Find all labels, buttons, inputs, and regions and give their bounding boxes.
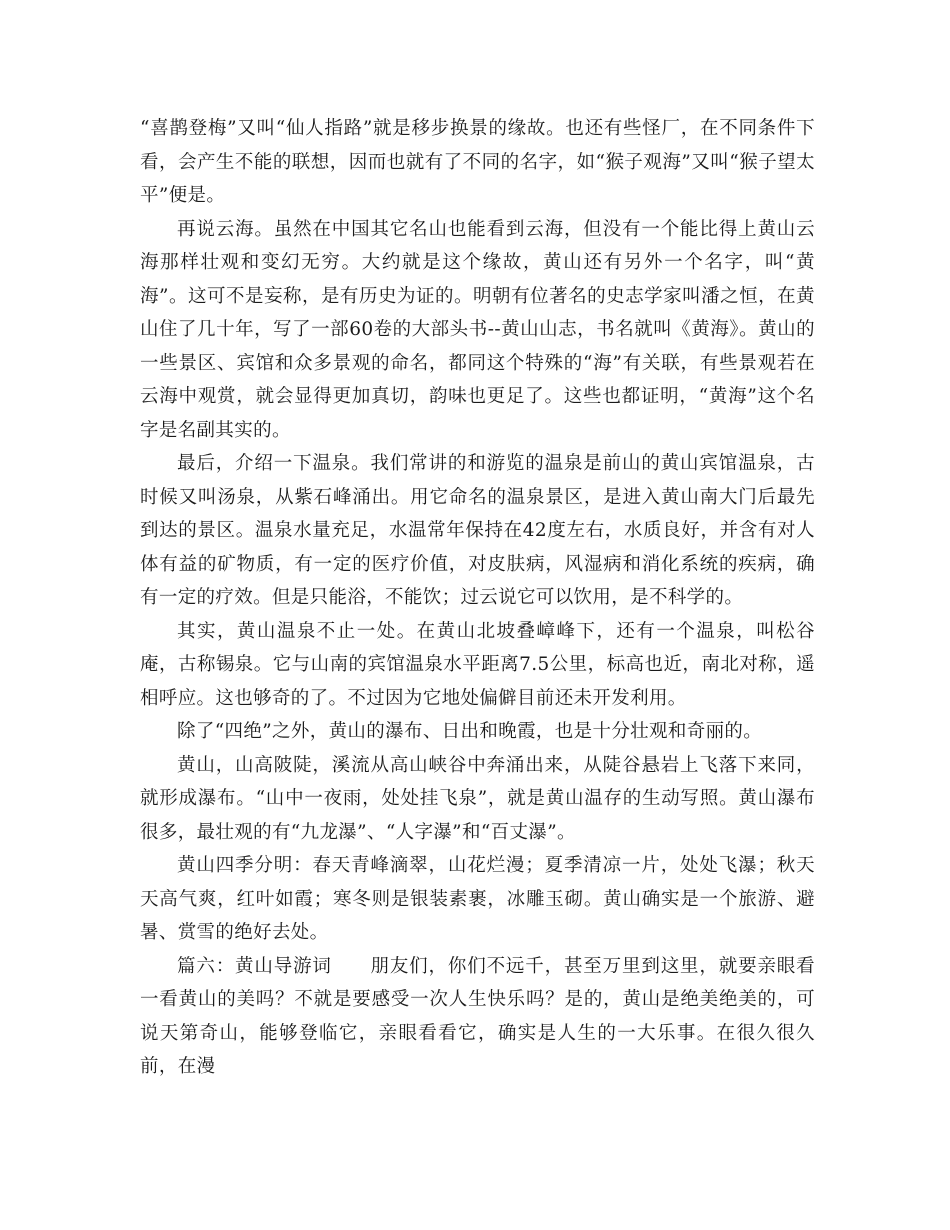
paragraph-sea-of-clouds: 再说云海。虽然在中国其它名山也能看到云海，但没有一个能比得上黄山云海那样壮观和变幻无穷。大约就是这个缘故，黄山还有另外一个名字，叫“黄海”。这可不是妄称，是有历史为证的。明朝有位著名的史志学家叫潘之恒，在黄山住了几十年，写了一部60卷的大部头书--黄山山志，书名就叫《黄海》。黄山的一些景区、宾馆和众多景观的命名，都同这个特殊的“海”有关联，有些景观若在云海中观赏，就会显得更加真切，韵味也更足了。这些也都证明，“黄海”这个名字是名副其实的。 [140, 218, 815, 441]
paragraph-second-hot-spring: 其实，黄山温泉不止一处。在黄山北坡叠嶂峰下，还有一个温泉，叫松谷庵，古称锡泉。它与山南的宾馆温泉水平距离7.5公里，标高也近，南北对称，遥相呼应。这也够奇的了。不过因为它地处偏僻目前还未开发利用。 [140, 620, 815, 709]
document-body [140, 112, 815, 1084]
paragraph-continued-names: “喜鹊登梅”又叫“仙人指路”就是移步换景的缘故。也还有些怪厂，在不同条件下看，会产生不能的联想，因而也就有了不同的名字，如“猴子观海”又叫“猴子望太平”便是。 [140, 118, 815, 206]
paragraph-four-seasons: 黄山四季分明：春天青峰滴翠，山花烂漫；夏季清凉一片，处处飞瀑；秋天天高气爽，红叶如霞；寒冬则是银装素裹，冰雕玉砌。黄山确实是一个旅游、避暑、赏雪的绝好去处。 [140, 855, 815, 943]
paragraph-hot-spring: 最后，介绍一下温泉。我们常讲的和游览的温泉是前山的黄山宾馆温泉，古时候又叫汤泉，从紫石峰涌出。用它命名的温泉景区，是进入黄山南大门后最先到达的景区。温泉水量充足，水温常年保持在42度左右，水质良好，并含有对人体有益的矿物质，有一定的医疗价值，对皮肤病，风湿病和消化系统的疾病，确有一定的疗效。但是只能浴，不能饮；过云说它可以饮用，是不科学的。 [140, 453, 815, 608]
paragraph-waterfalls: 黄山，山高陂陡，溪流从高山峡谷中奔涌出来，从陡谷悬岩上飞落下来同，就形成瀑布。“山中一夜雨，处处挂飞泉”，就是黄山温存的生动写照。黄山瀑布很多，最壮观的有“九龙瀑”、“人字瀑”和“百丈瀑”。 [140, 754, 815, 843]
paragraph-other-wonders: 除了“四绝”之外，黄山的瀑布、日出和晚霞，也是十分壮观和奇丽的。 [177, 721, 763, 742]
paragraph-guide-speech-six: 篇六：黄山导游词 朋友们，你们不远千，甚至万里到这里，就要亲眼看一看黄山的美吗？不就是要感受一次人生快乐吗？是的，黄山是绝美绝美的，可说天第奇山，能够登临它，亲眼看看它，确实是人生的一大乐事。在很久很久前，在漫 [140, 955, 815, 1077]
